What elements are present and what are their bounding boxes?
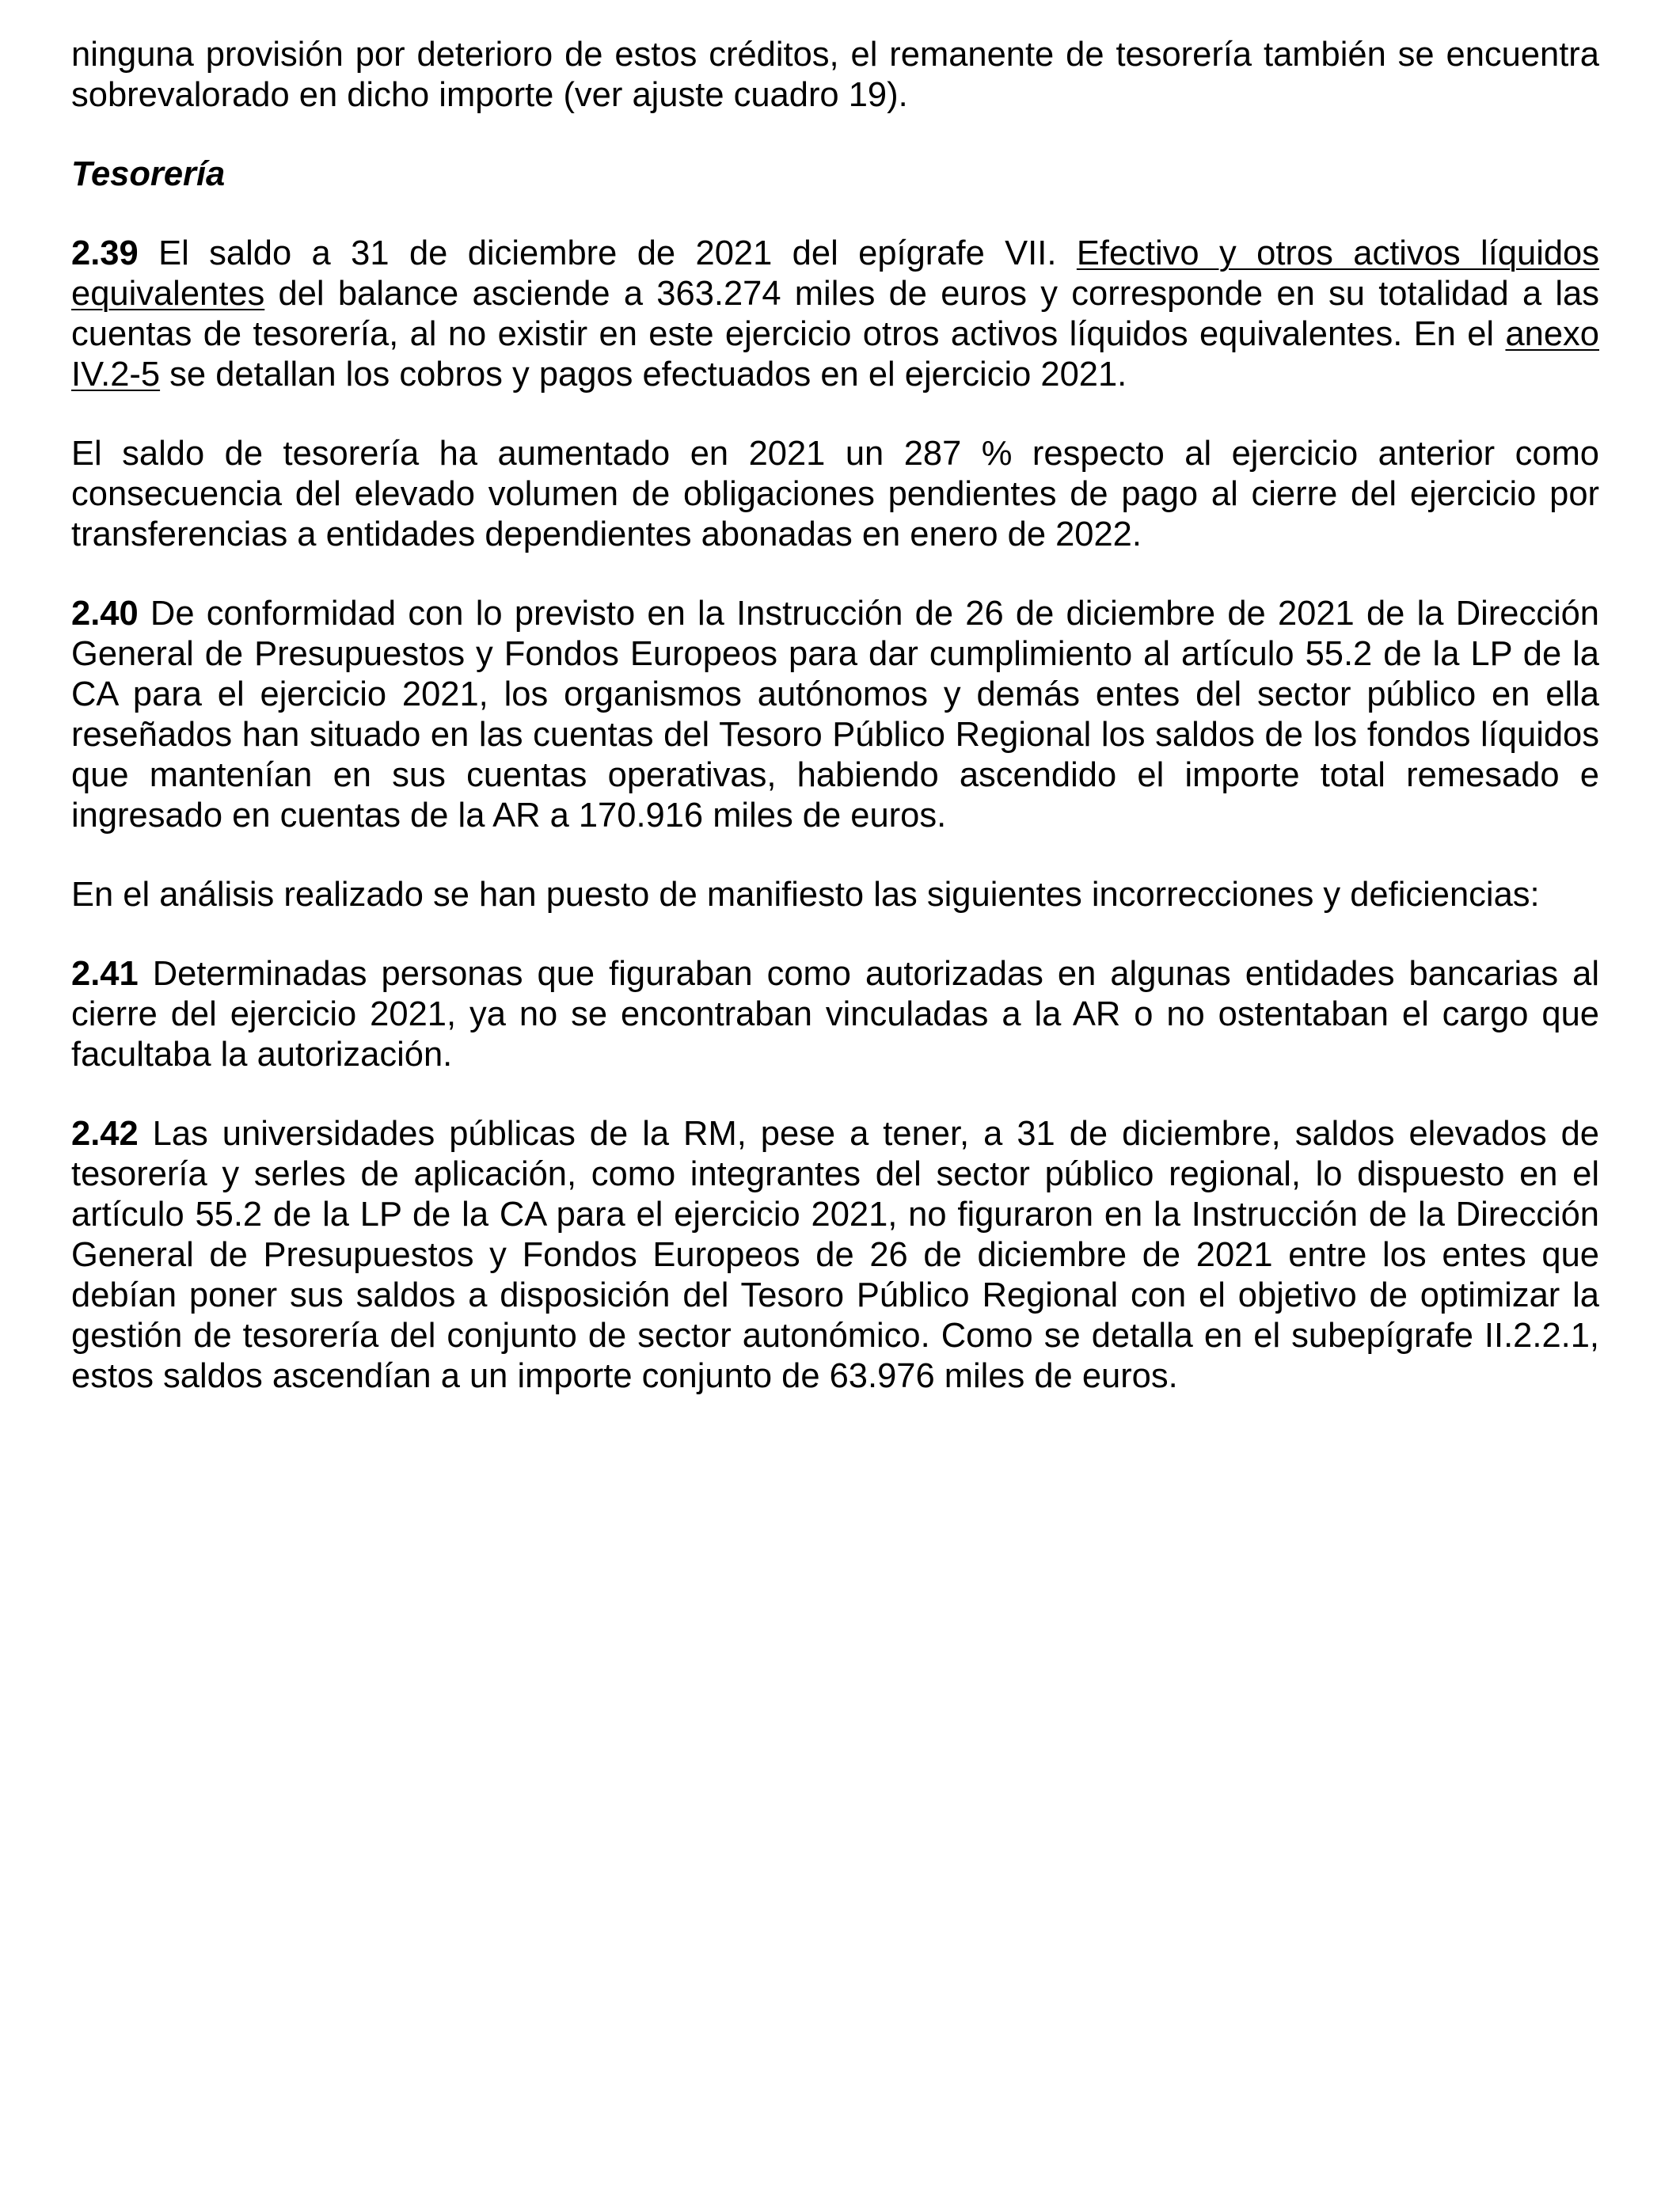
paragraph-2-42 (71, 1114, 1599, 1397)
paragraph-text: del balance asciende a 363.274 miles de euros y corresponde en su totalidad a las cuentas de tesorería, al no existir en este ejercicio otros activos líquidos equivalentes. En el (71, 275, 1599, 353)
paragraph-number: 2.39 (71, 234, 139, 272)
paragraph-2-39 (71, 234, 1599, 395)
paragraph-text: se detallan los cobros y pagos efectuados en el ejercicio 2021. (160, 356, 1127, 394)
epigrafe-link[interactable]: Efectivo y otros activos líquidos equivalentes (71, 234, 1599, 313)
paragraph-number: 2.41 (71, 955, 139, 993)
intro-paragraph (71, 35, 1599, 116)
anexo-link[interactable]: anexo IV.2-5 (71, 315, 1599, 394)
intro-text: ninguna provisión por deterioro de estos créditos, el remanente de tesorería también se encuentra sobrevalorado en dicho importe (ver ajuste cuadro 19). (71, 36, 1599, 114)
section-title: Tesorería (71, 155, 226, 193)
paragraph-text: El saldo de tesorería ha aumentado en 2021 un 287 % respecto al ejercicio anterior como consecuencia del elevado volumen de obligaciones pendientes de pago al cierre del ejercicio por transferencias a entidades dependientes abonadas en enero de 2022. (71, 435, 1599, 553)
paragraph-text: En el análisis realizado se han puesto de manifiesto las siguientes incorrecciones y deficiencias: (71, 876, 1540, 914)
paragraph-2-40 (71, 594, 1599, 836)
paragraph-2-40-continued (71, 875, 1599, 915)
paragraph-2-41 (71, 954, 1599, 1075)
paragraph-text: El saldo a 31 de diciembre de 2021 del epígrafe VII. (138, 234, 1077, 272)
paragraph-2-39-continued (71, 434, 1599, 555)
document-page (71, 35, 1599, 1436)
paragraph-text: Las universidades públicas de la RM, pese a tener, a 31 de diciembre, saldos elevados de tesorería y serles de aplicación, como integrantes del sector público regional, lo dispuesto en el artículo 55.2 de la LP de la CA para el ejercicio 2021, no figuraron en la Instrucción de la Dirección General de Presupuestos y Fondos Europeos de 26 de diciembre de 2021 entre los entes que debían poner sus saldos a disposición del Tesoro Público Regional con el objetivo de optimizar la gestión de tesorería del conjunto de sector autonómico. Como se detalla en el subepígrafe II.2.2.1, estos saldos ascendían a un importe conjunto de 63.976 miles de euros. (71, 1115, 1599, 1395)
paragraph-number: 2.40 (71, 595, 139, 633)
paragraph-text: De conformidad con lo previsto en la Instrucción de 26 de diciembre de 2021 de la Dirección General de Presupuestos y Fondos Europeos para dar cumplimiento al artículo 55.2 de la LP de la CA para el ejercicio 2021, los organismos autónomos y demás entes del sector público en ella reseñados han situado en las cuentas del Tesoro Público Regional los saldos de los fondos líquidos que mantenían en sus cuentas operativas, habiendo ascendido el importe total remesado e ingresado en cuentas de la AR a 170.916 miles de euros. (71, 595, 1599, 835)
paragraph-text: Determinadas personas que figuraban como autorizadas en algunas entidades bancarias al cierre del ejercicio 2021, ya no se encontraban vinculadas a la AR o no ostentaban el cargo que facultaba la autorización. (71, 955, 1599, 1074)
paragraph-number: 2.42 (71, 1115, 139, 1153)
